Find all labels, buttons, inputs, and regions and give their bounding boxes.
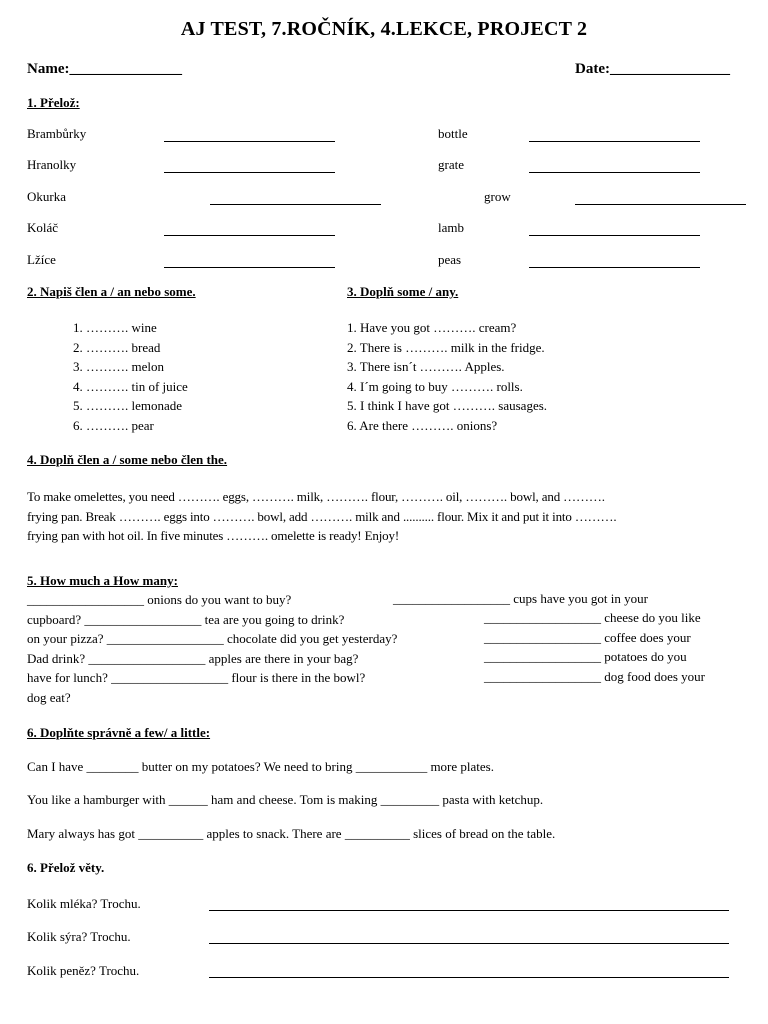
answer-line[interactable] [164,172,335,173]
sentence-to-translate: Kolik sýra? Trochu. [27,929,131,944]
translate-word: Koláč [27,220,59,235]
paragraph-line: on your pizza? __________________ chocolate did you get yesterday? [27,631,398,646]
answer-line[interactable] [209,977,729,978]
translate-word: Lžíce [27,252,56,267]
translate-word: bottle [438,126,468,141]
answer-line[interactable] [529,172,700,173]
section-6-sentence: You like a hamburger with ______ ham and cheese. Tom is making _________ pasta with ketchup. [27,792,544,807]
answer-line[interactable] [529,267,700,268]
section-4-paragraph [27,487,617,546]
list-item: 6. ………. pear [73,417,154,433]
section-5-right-line: __________________ potatoes do you [484,649,687,664]
section-7-heading: 6. Přelož věty. [27,860,105,875]
answer-line[interactable] [575,204,746,205]
section-6-sentence: Can I have ________ butter on my potatoes? We need to bring ___________ more plates. [27,759,494,774]
section-1-heading: 1. Přelož: [27,95,80,110]
paragraph-line: dog eat? [27,689,71,705]
answer-line[interactable] [529,141,700,142]
section-5-right-line: __________________ coffee does your [484,630,691,645]
list-item: 5. I think I have got ………. sausages. [347,398,548,414]
section-5-right-line: __________________ cups have you got in your [393,591,648,606]
paragraph-line: __________________ onions do you want to buy? [27,592,292,607]
list-item: 6. Are there ………. onions? [347,417,498,433]
list-item: 3. ………. melon [73,359,164,375]
paragraph-line: Dad drink? __________________ apples are there in your bag? [27,650,359,666]
list-item: 4. I´m going to buy ………. rolls. [347,378,523,394]
section-6-sentence: Mary always has got __________ apples to snack. There are __________ slices of bread on the table. [27,826,556,841]
translate-word: grate [438,157,464,172]
list-item: 3. There isn´t ………. Apples. [347,359,505,375]
section-5-left-column [27,590,397,707]
date-field[interactable]: Date:________________ [575,61,730,77]
paragraph-line: frying pan with hot oil. In five minutes ………. omelette is ready! Enjoy! [27,528,400,543]
answer-line[interactable] [209,943,729,944]
paragraph-line: To make omelettes, you need ………. eggs, ………. milk, ………. flour, ………. oil, ………. bowl, and ………. [27,489,605,504]
list-item: 4. ………. tin of juice [73,378,188,394]
section-5-right-line: __________________ cheese do you like [484,610,701,625]
paragraph-line: cupboard? __________________ tea are you going to drink? [27,611,345,627]
name-field[interactable]: Name:_______________ [27,61,182,77]
translate-word: lamb [438,220,464,235]
list-item: 5. ………. lemonade [73,398,183,414]
section-3-heading: 3. Doplň some / any. [347,284,459,299]
section-5-heading: 5. How much a How many: [27,573,178,588]
section-2-list [73,318,188,436]
translate-word: Hranolky [27,157,77,172]
sentence-to-translate: Kolik peněz? Trochu. [27,963,140,978]
translate-word: peas [438,252,462,267]
section-2-heading: 2. Napiš člen a / an nebo some. [27,284,196,299]
paragraph-line: frying pan. Break ………. eggs into ………. bowl, add ………. milk and .......... flour. Mix it and put it into ………. [27,508,617,524]
answer-line[interactable] [210,204,381,205]
section-3-list [347,318,547,436]
answer-line[interactable] [529,235,700,236]
translate-word: Brambůrky [27,126,87,141]
sentence-to-translate: Kolik mléka? Trochu. [27,896,141,911]
section-4-heading: 4. Doplň člen a / some nebo člen the. [27,452,228,467]
list-item: 1. ………. wine [73,320,157,335]
answer-line[interactable] [209,910,729,911]
section-5-right-line: __________________ dog food does your [484,669,705,684]
list-item: 1. Have you got ………. cream? [347,320,517,335]
answer-line[interactable] [164,267,335,268]
section-6-heading: 6. Doplňte správně a few/ a little: [27,725,211,740]
list-item: 2. There is ………. milk in the fridge. [347,339,545,355]
answer-line[interactable] [164,141,335,142]
paragraph-line: have for lunch? __________________ flour is there in the bowl? [27,670,366,685]
list-item: 2. ………. bread [73,339,161,355]
page-title: AJ TEST, 7.ROČNÍK, 4.LEKCE, PROJECT 2 [180,18,588,40]
translate-word: grow [484,189,511,204]
answer-line[interactable] [164,235,335,236]
translate-word: Okurka [27,189,66,204]
